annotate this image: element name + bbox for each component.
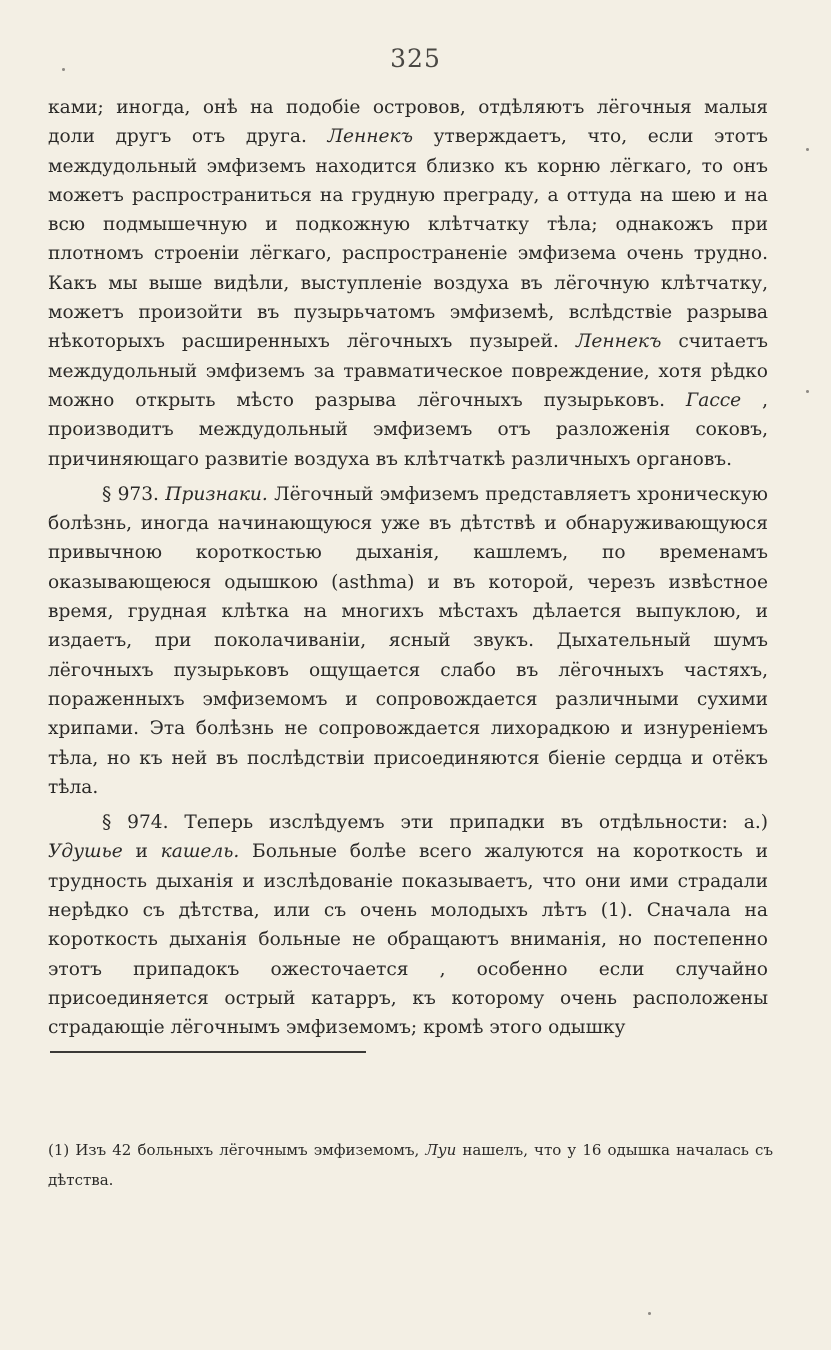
main-text <box>48 93 768 1043</box>
text-run: Лёгочный эмфиземъ представляетъ хроническую болѣзнь, иногда начинающуюся уже въ дѣтствѣ и обнаруживающуюся привычною короткостью дыханія, кашлемъ, по временамъ оказывающеюся одышкою (asthma) и въ которой, черезъ извѣстное время, грудная клѣтка на многихъ мѣстахъ дѣлается выпуклою, и издаетъ, при поколачиваніи, ясный звукъ. Дыхательный шумъ лёгочныхъ пузырьковъ ощущается слабо въ лёгочныхъ частяхъ, пораженныхъ эмфиземомъ и сопровождается различными сухими хрипами. Эта болѣзнь не сопровождается лихорадкою и изнуреніемъ тѣла, но къ ней въ послѣдствіи присоединяются біеніе сердца и отёкъ тѣла. <box>48 483 768 798</box>
text-run: § 974. Теперь изслѣдуемъ эти припадки въ отдѣльности: а.) <box>102 812 768 834</box>
text-run: ками; иногда, онѣ на подобіе островов, отдѣляютъ лёгочныя малыя доли другъ отъ друга. <box>48 97 768 148</box>
author-name-lennec: Леннекъ <box>327 126 413 148</box>
author-name-louis: Луи <box>425 1141 457 1159</box>
section-heading: Признаки. <box>165 483 268 505</box>
page-number: 325 <box>390 44 441 73</box>
footnote-text: (1) Изъ 42 больныхъ лёгочнымъ эмфиземомъ, <box>48 1141 426 1159</box>
footnote-rule <box>50 1051 366 1053</box>
text-run: и <box>122 841 161 863</box>
author-name-hasse: Гассе <box>685 389 742 411</box>
text-run: считаетъ междудольный эмфиземъ за травматическое повреждение, хотя рѣдко можно открыть мѣсто разрыва лёгочныхъ пузырьковъ. <box>48 331 768 411</box>
text-run: утверждаетъ, что, если этотъ междудольный эмфиземъ находится близко къ корню лёгкаго, то онъ можетъ распространиться на грудную преграду, а оттуда на шею и на всю подмышечную и подкожную клѣтчатку тѣла; однакожъ при плотномъ строеніи лёгкаго, распространеніе эмфизема очень трудно. Какъ мы выше видѣли, выступленіе воздуха въ лёгочную клѣтчатку, можетъ произойти въ пузырьчатомъ эмфиземѣ, вслѣдствіе разрыва нѣкоторыхъ расширенныхъ лёгочныхъ пузырей. <box>48 126 768 353</box>
section-number: § 973. <box>102 483 166 505</box>
subheading-suffocation: Удушье <box>48 841 123 863</box>
footnote <box>48 1135 773 1195</box>
subheading-cough: кашель. <box>160 841 240 863</box>
text-run: Больные болѣе всего жалуются на короткость и трудность дыханія и изслѣдованіе показываетъ, что они ими страдали нерѣдко съ дѣтства, или съ очень молодыхъ лѣтъ (1). Сначала на короткость дыханія больные не обращаютъ вниманія, но постепенно этотъ припадокъ ожесточается , особенно если случайно присоединяется острый катарръ, къ которому очень расположены страдающіе лёгочнымъ эмфиземомъ; кромѣ этого одышку <box>48 841 768 1039</box>
text-run: , производитъ междудольный эмфиземъ отъ разложенія соковъ, причиняющаго развитіе воздуха въ клѣтчаткѣ различныхъ органовъ. <box>48 389 768 470</box>
paper-speck <box>648 1312 651 1315</box>
paragraph-continuation <box>48 93 768 474</box>
footnote-text: нашелъ, что у 16 одышка началась съ дѣтства. <box>48 1141 773 1189</box>
author-name-lennec: Леннекъ <box>575 331 662 353</box>
paper-speck <box>806 148 809 151</box>
paragraph-973 <box>48 480 768 802</box>
paragraph-974 <box>48 808 768 1042</box>
paper-speck <box>806 390 809 393</box>
paper-speck <box>62 68 65 71</box>
